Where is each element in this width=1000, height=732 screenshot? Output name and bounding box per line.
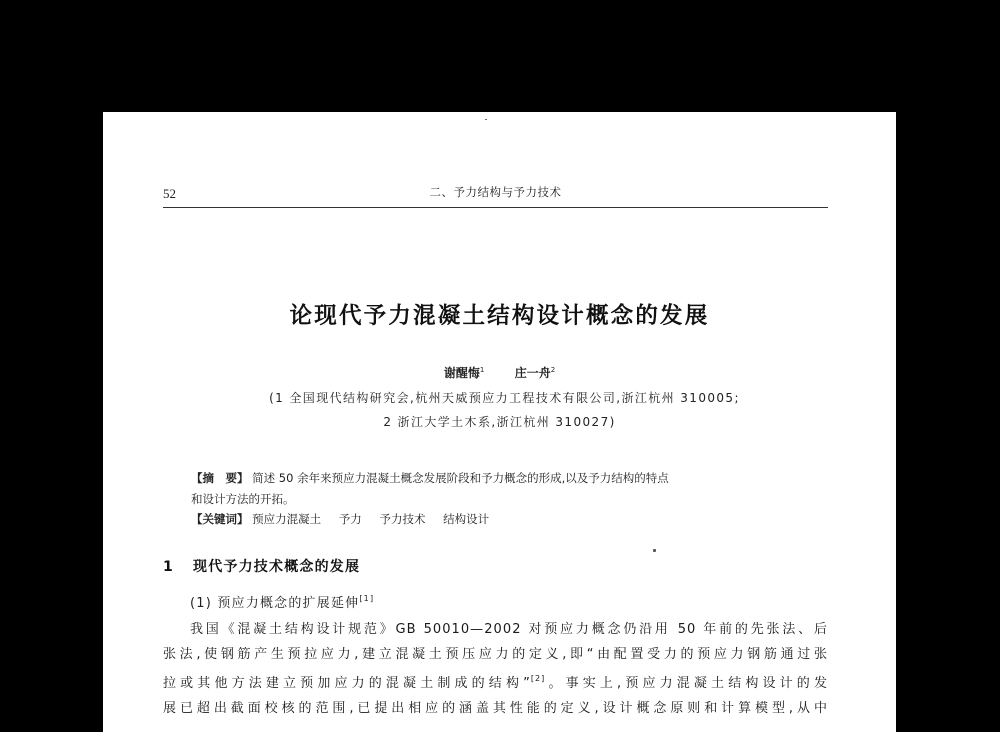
abstract-paragraph (191, 468, 811, 489)
body-line: 张法,使钢筋产生预拉应力,建立混凝土预压应力的定义,即“由配置受力的预应力钢筋通过张 (163, 646, 828, 662)
subsection-title: (1) 预应力概念的扩展延伸 (190, 596, 360, 611)
body-paragraph (163, 618, 828, 721)
affiliation-mark: 1 (479, 366, 485, 374)
citation-ref: [1] (359, 594, 375, 603)
section-number: 1 (163, 559, 174, 575)
abstract-text: 和设计方法的开拓。 (191, 491, 295, 506)
subsection-heading (190, 592, 374, 611)
body-line: 我国《混凝土结构设计规范》GB 50010—2002 对预应力概念仍沿用 50 年前的先张法、后 (190, 622, 828, 637)
body-line: 展已超出截面校核的范围,已提出相应的涵盖其性能的定义,设计概念原则和计算模型,从中 (163, 700, 828, 716)
author-name: 谢醒悔 (443, 366, 480, 380)
body-text-segment: 拉或其他方法建立预加应力的混凝土制成的结构” (163, 676, 531, 691)
document-page (103, 112, 896, 732)
section-title: 现代予力技术概念的发展 (193, 559, 361, 575)
author-name: 庄一舟 (514, 366, 551, 380)
abstract-label: 【摘 要】 (191, 471, 249, 485)
article-title: 论现代予力混凝土结构设计概念的发展 (289, 303, 710, 329)
keywords (191, 509, 811, 530)
running-title: 二、予力结构与予力技术 (429, 185, 562, 199)
keyword: 预应力混凝土 (252, 512, 322, 526)
abstract-block (191, 468, 811, 530)
citation-ref: [2] (530, 674, 546, 683)
header-rule (163, 207, 828, 208)
section-heading (163, 556, 360, 576)
keywords-label: 【关键词】 (191, 512, 249, 526)
scan-speck (653, 549, 656, 552)
page-number: 52 (163, 186, 176, 201)
scan-speck (485, 119, 487, 120)
keyword: 予力 (338, 512, 362, 526)
body-line (163, 667, 828, 697)
affiliation-line: (1 全国现代结构研究会,杭州天威预应力工程技术有限公司,浙江杭州 310005; (269, 391, 740, 405)
abstract-paragraph-cont (191, 489, 811, 510)
abstract-text: 简述 50 余年来预应力混凝土概念发展阶段和予力概念的形成,以及予力结构的特点 (252, 471, 669, 485)
body-text-segment: 。事实上,预应力混凝土结构设计的发 (545, 676, 828, 691)
running-header (163, 182, 828, 202)
keyword: 结构设计 (443, 512, 490, 526)
author-line (103, 364, 896, 381)
affiliation-line: 2 浙江大学土木系,浙江杭州 310027) (383, 415, 616, 429)
affiliation-mark: 2 (550, 366, 556, 374)
keyword: 予力技术 (379, 512, 426, 526)
